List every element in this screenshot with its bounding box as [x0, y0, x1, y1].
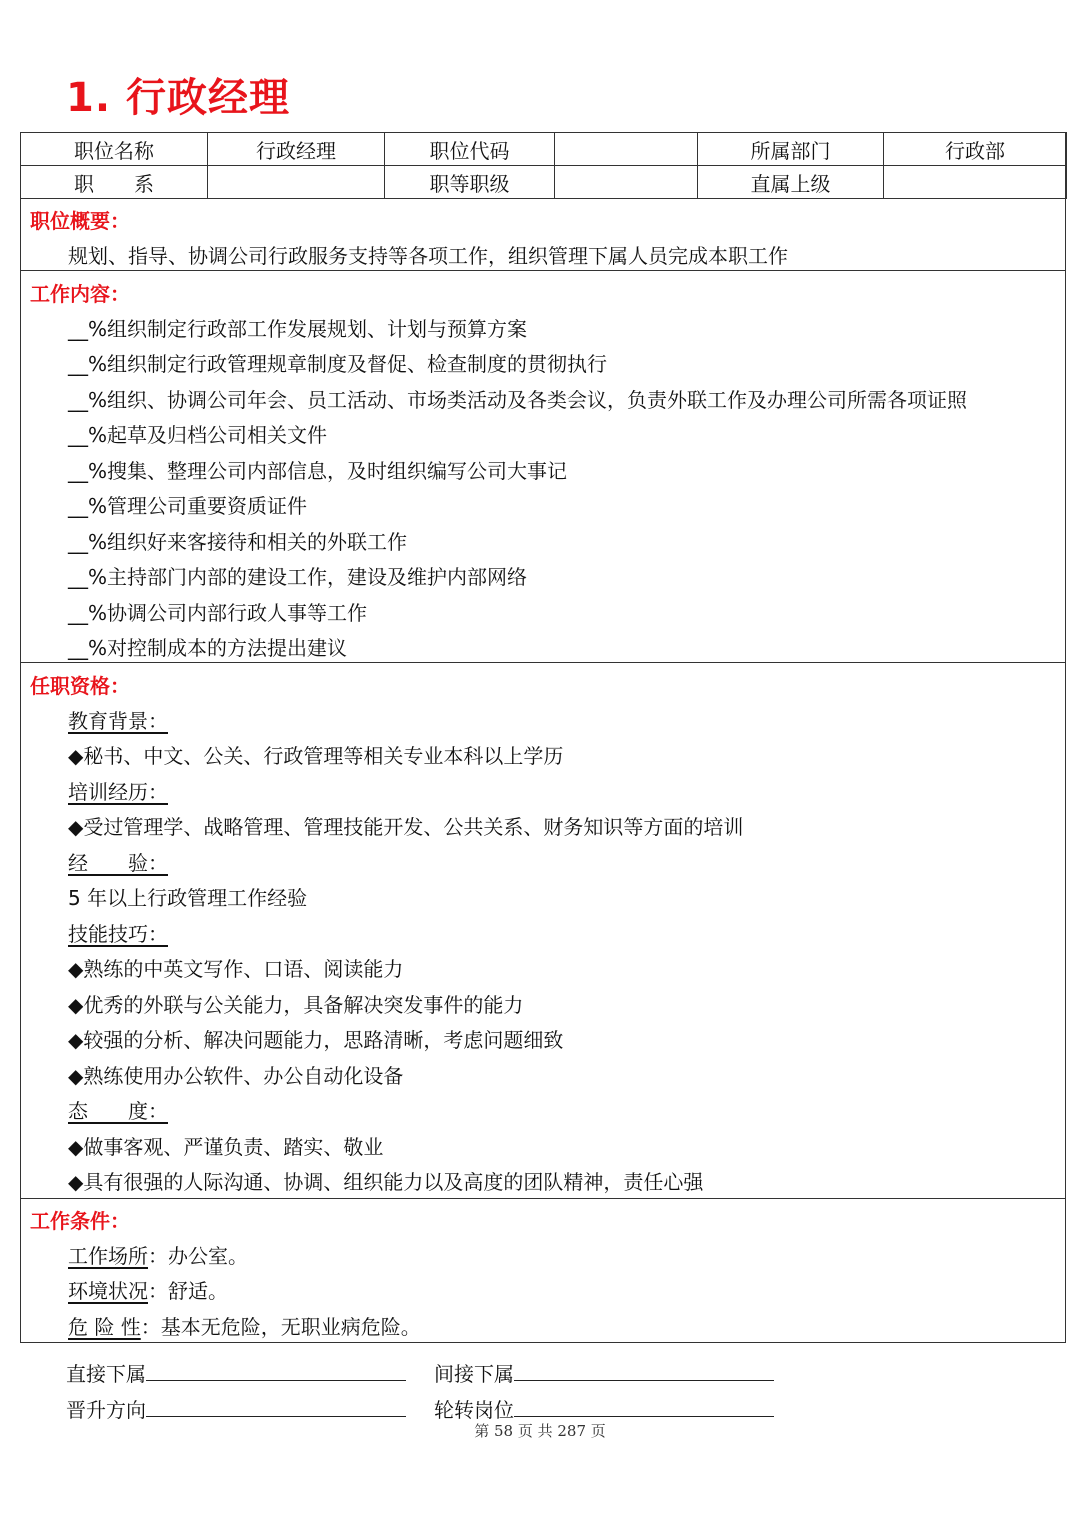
list-item: __%组织、协调公司年会、员工活动、市场类活动及各类会议，负责外联工作及办理公司所需各项证照 — [68, 388, 968, 412]
rotation-blank — [514, 1398, 774, 1417]
list-item: __%起草及归档公司相关文件 — [68, 423, 328, 447]
risk-value: ：基本无危险，无职业病危险。 — [140, 1315, 421, 1339]
table-cell — [884, 166, 1067, 199]
skill-item: ◆优秀的外联与公关能力，具备解决突发事件的能力 — [68, 993, 524, 1017]
page-title: 1. 行政经理 — [66, 75, 290, 121]
section-divider — [20, 662, 1066, 663]
list-item: __%组织制定行政管理规章制度及督促、检查制度的贯彻执行 — [68, 352, 608, 376]
rotation-label: 轮转岗位 — [434, 1398, 514, 1422]
list-item: __%组织好来客接待和相关的外联工作 — [68, 530, 408, 554]
summary-text: 规划、指导、协调公司行政服务支持等各项工作，组织管理下属人员完成本职工作 — [68, 244, 788, 268]
table-cell: 职 系 — [21, 166, 208, 199]
list-item: __%搜集、整理公司内部信息，及时组织编写公司大事记 — [68, 459, 568, 483]
list-item: __%主持部门内部的建设工作，建设及维护内部网络 — [68, 565, 528, 589]
direct-subordinates-field — [66, 1358, 406, 1387]
table-row — [21, 133, 1067, 166]
table-cell: 职等职级 — [385, 166, 555, 199]
table-cell: 直属上级 — [698, 166, 884, 199]
table-row — [21, 166, 1067, 199]
position-info-table — [20, 132, 1067, 199]
environment-label: 环境状况 — [68, 1279, 148, 1303]
education-label: 教育背景： — [68, 709, 168, 733]
page-number: 第 58 页 共 287 页 — [474, 1422, 606, 1440]
workplace-value: ：办公室。 — [148, 1244, 248, 1268]
rotation-field — [434, 1394, 774, 1423]
conditions-heading: 工作条件： — [30, 1209, 130, 1233]
education-item: ◆秘书、中文、公关、行政管理等相关专业本科以上学历 — [68, 744, 564, 768]
experience-label: 经 验： — [68, 851, 168, 875]
section-divider — [20, 1198, 1066, 1199]
skill-item: ◆熟练的中英文写作、口语、阅读能力 — [68, 957, 404, 981]
indirect-subordinates-field — [434, 1358, 774, 1387]
promotion-label: 晋升方向 — [66, 1398, 146, 1422]
environment-row — [68, 1275, 228, 1304]
list-item: __%协调公司内部行政人事等工作 — [68, 601, 368, 625]
workplace-label: 工作场所 — [68, 1244, 148, 1268]
table-cell: 行政经理 — [208, 133, 385, 166]
direct-subordinates-blank — [146, 1362, 406, 1381]
promotion-field — [66, 1394, 406, 1423]
summary-heading: 职位概要： — [30, 209, 130, 233]
table-cell — [555, 133, 698, 166]
training-item: ◆受过管理学、战略管理、管理技能开发、公共关系、财务知识等方面的培训 — [68, 815, 744, 839]
promotion-blank — [146, 1398, 406, 1417]
table-cell: 职位代码 — [385, 133, 555, 166]
table-cell — [555, 166, 698, 199]
experience-item: 5 年以上行政管理工作经验 — [68, 886, 308, 910]
list-item: __%组织制定行政部工作发展规划、计划与预算方案 — [68, 317, 528, 341]
skill-item: ◆熟练使用办公软件、办公自动化设备 — [68, 1064, 404, 1088]
table-cell: 所属部门 — [698, 133, 884, 166]
indirect-subordinates-label: 间接下属 — [434, 1362, 514, 1386]
risk-label: 危 险 性 — [68, 1315, 141, 1339]
section-divider — [20, 270, 1066, 271]
work-heading: 工作内容： — [30, 282, 130, 306]
attitude-item: ◆具有很强的人际沟通、协调、组织能力以及高度的团队精神，责任心强 — [68, 1170, 704, 1194]
skills-label: 技能技巧： — [68, 922, 168, 946]
workplace-row — [68, 1240, 248, 1269]
table-cell: 职位名称 — [21, 133, 208, 166]
qualification-heading: 任职资格： — [30, 674, 130, 698]
list-item: __%对控制成本的方法提出建议 — [68, 636, 348, 660]
table-cell: 行政部 — [884, 133, 1067, 166]
attitude-label: 态 度： — [68, 1099, 168, 1123]
skill-item: ◆较强的分析、解决问题能力，思路清晰，考虑问题细致 — [68, 1028, 564, 1052]
indirect-subordinates-blank — [514, 1362, 774, 1381]
direct-subordinates-label: 直接下属 — [66, 1362, 146, 1386]
environment-value: ：舒适。 — [148, 1279, 228, 1303]
table-cell — [208, 166, 385, 199]
attitude-item: ◆做事客观、严谨负责、踏实、敬业 — [68, 1135, 384, 1159]
training-label: 培训经历： — [68, 780, 168, 804]
list-item: __%管理公司重要资质证件 — [68, 494, 308, 518]
risk-row — [68, 1311, 421, 1340]
